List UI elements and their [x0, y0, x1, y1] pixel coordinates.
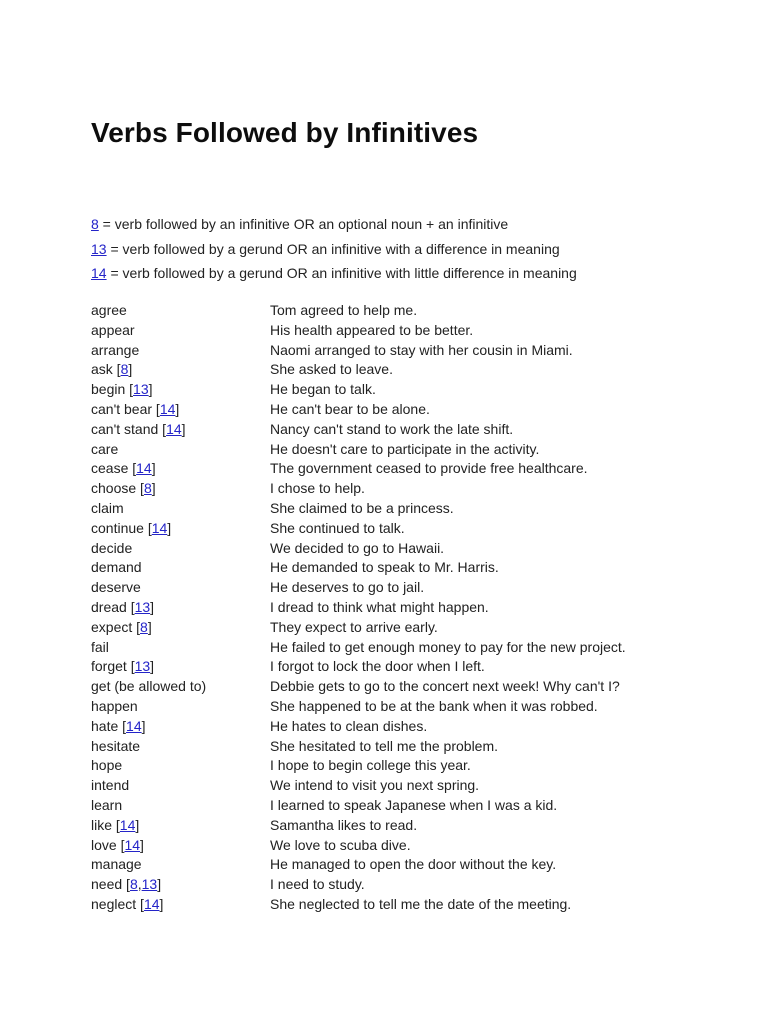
- verb-text: intend: [91, 777, 130, 794]
- example-sentence: They expect to arrive early.: [270, 618, 438, 635]
- verb-cell: dread [13]: [91, 598, 155, 615]
- verb-cell: [91, 321, 135, 341]
- verb-text: dread: [91, 598, 127, 615]
- verb-cell: ask [8]: [91, 361, 133, 378]
- verb-ref-link[interactable]: 14: [166, 420, 182, 437]
- verb-cell: [91, 341, 139, 361]
- verb-cell: hate [14]: [91, 717, 146, 734]
- verb-cell: [91, 638, 109, 658]
- example-sentence: He managed to open the door without the key.: [270, 856, 557, 873]
- verb-cell: begin [13]: [91, 381, 153, 398]
- verb-cell: can't bear [14]: [91, 400, 180, 417]
- example-sentence: Naomi arranged to stay with her cousin in Miami.: [270, 341, 573, 358]
- verb-text: ask: [91, 361, 113, 378]
- verb-cell: [91, 301, 127, 321]
- verb-ref-link[interactable]: 8: [140, 618, 148, 635]
- legend-ref-link[interactable]: 14: [91, 265, 107, 281]
- page-title: Verbs Followed by Infinitives: [91, 117, 479, 148]
- example-sentence: She claimed to be a princess.: [270, 499, 454, 516]
- verb-text: need: [91, 876, 123, 893]
- example-sentence: He failed to get enough money to pay for the new project.: [270, 638, 626, 655]
- verb-text: neglect: [91, 895, 137, 912]
- verb-cell: [91, 677, 206, 697]
- legend-description: = verb followed by a gerund OR an infinitive with little difference in meaning: [106, 265, 577, 281]
- example-sentence: His health appeared to be better.: [270, 321, 474, 338]
- verb-ref-link[interactable]: 14: [126, 717, 142, 734]
- example-sentence: Debbie gets to go to the concert next week! Why can't I?: [270, 678, 620, 695]
- verb-cell: can't stand [14]: [91, 420, 186, 437]
- verb-text: begin: [91, 381, 126, 398]
- verb-text: happen: [91, 697, 138, 714]
- verb-cell: [91, 578, 141, 598]
- verb-text: hesitate: [91, 737, 141, 754]
- legend-description: = verb followed by a gerund OR an infinitive with a difference in meaning: [106, 240, 560, 257]
- legend-description: = verb followed by an infinitive OR an optional noun + an infinitive: [98, 216, 509, 232]
- verb-text: like: [91, 816, 113, 833]
- verb-cell: love [14]: [91, 836, 144, 853]
- example-sentence: She hesitated to tell me the problem.: [270, 737, 499, 754]
- verb-ref-link[interactable]: 8: [129, 876, 138, 893]
- legend: [91, 214, 577, 288]
- verb-text: deserve: [91, 579, 141, 596]
- example-sentence: Nancy can't stand to work the late shift.: [270, 420, 514, 437]
- verb-ref-link[interactable]: 14: [159, 400, 176, 417]
- verb-cell: [91, 855, 142, 875]
- verb-text: continue: [91, 519, 144, 536]
- legend-ref-link[interactable]: 13: [91, 240, 107, 257]
- verb-cell: cease [14]: [91, 460, 156, 477]
- verb-text: demand: [91, 559, 142, 576]
- verb-text: claim: [91, 499, 124, 516]
- verb-ref-link[interactable]: 14: [136, 460, 152, 477]
- verb-text: love: [91, 836, 117, 853]
- verb-cell: [91, 796, 122, 816]
- verb-text: hate: [91, 717, 119, 734]
- example-sentence: I chose to help.: [270, 480, 365, 497]
- verb-text: can't bear: [91, 400, 153, 417]
- verb-text: forget: [91, 658, 127, 675]
- example-sentence: He hates to clean dishes.: [270, 717, 428, 734]
- verb-cell: like [14]: [91, 816, 140, 833]
- example-sentence: She continued to talk.: [270, 519, 405, 536]
- example-sentence: He can't bear to be alone.: [270, 400, 430, 417]
- verb-text: can't stand: [91, 420, 159, 437]
- example-sentence: She happened to be at the bank when it was robbed.: [270, 697, 598, 714]
- verb-text: appear: [91, 321, 135, 338]
- verb-cell: [91, 697, 138, 717]
- example-sentence: We love to scuba dive.: [270, 836, 411, 853]
- example-sentence: He doesn't care to participate in the activity.: [270, 440, 540, 457]
- verb-ref-link[interactable]: 13: [133, 381, 149, 398]
- example-sentence: Tom agreed to help me.: [270, 302, 418, 318]
- verb-ref-link[interactable]: 14: [124, 836, 141, 853]
- example-sentence: We decided to go to Hawaii.: [270, 539, 445, 556]
- verb-text: arrange: [91, 341, 140, 358]
- verb-text: manage: [91, 856, 142, 873]
- verb-cell: [91, 737, 140, 757]
- verb-text: agree: [91, 302, 127, 318]
- verb-cell: [91, 756, 122, 776]
- example-sentence: I hope to begin college this year.: [270, 757, 471, 774]
- verb-cell: expect [8]: [91, 618, 152, 635]
- verb-cell: [91, 539, 132, 559]
- verb-cell: forget [13]: [91, 658, 155, 675]
- legend-ref-link[interactable]: 8: [91, 216, 99, 232]
- verb-text: decide: [91, 539, 133, 556]
- example-sentence: I dread to think what might happen.: [270, 598, 489, 615]
- verb-text: fail: [91, 638, 109, 655]
- verb-text: care: [91, 440, 119, 457]
- verb-text: choose: [91, 480, 137, 497]
- example-sentence: He deserves to go to jail.: [270, 579, 425, 596]
- verb-text: expect: [91, 618, 133, 635]
- example-sentence: He began to talk.: [270, 381, 376, 398]
- legend-line: [91, 263, 577, 288]
- verb-cell: need [8,13]: [91, 876, 162, 893]
- verb-text: get (be allowed to): [91, 678, 207, 695]
- verb-ref-link[interactable]: 13: [141, 876, 158, 893]
- legend-line: [91, 239, 577, 264]
- verb-ref-link[interactable]: 8: [120, 361, 129, 378]
- example-sentence: I need to study.: [270, 876, 365, 893]
- verb-cell: [91, 499, 124, 519]
- example-sentence: He demanded to speak to Mr. Harris.: [270, 559, 499, 576]
- verb-cell: [91, 776, 129, 796]
- example-sentence: We intend to visit you next spring.: [270, 777, 480, 794]
- example-sentence: The government ceased to provide free healthcare.: [270, 460, 588, 477]
- example-sentence: She neglected to tell me the date of the meeting.: [270, 895, 572, 912]
- verb-cell: [91, 440, 118, 460]
- example-sentence: I learned to speak Japanese when I was a kid.: [270, 796, 558, 813]
- example-sentence: Samantha likes to read.: [270, 816, 418, 833]
- example-sentence: She asked to leave.: [270, 361, 393, 378]
- legend-line: [91, 214, 577, 239]
- verb-ref-link[interactable]: 14: [119, 816, 136, 833]
- verb-cell: continue [14]: [91, 519, 172, 536]
- verb-cell: [91, 558, 142, 578]
- verb-ref-link[interactable]: 13: [134, 598, 151, 615]
- verb-ref-link[interactable]: 14: [151, 519, 168, 536]
- verb-text: learn: [91, 796, 123, 813]
- verb-ref-link[interactable]: 8: [143, 480, 152, 497]
- verb-cell: choose [8]: [91, 480, 156, 497]
- verb-text: cease: [91, 460, 129, 477]
- verb-ref-link[interactable]: 14: [143, 895, 160, 912]
- verb-text: hope: [91, 757, 123, 774]
- verb-ref-link[interactable]: 13: [134, 658, 151, 675]
- verb-cell: neglect [14]: [91, 895, 164, 912]
- example-sentence: I forgot to lock the door when I left.: [270, 658, 485, 675]
